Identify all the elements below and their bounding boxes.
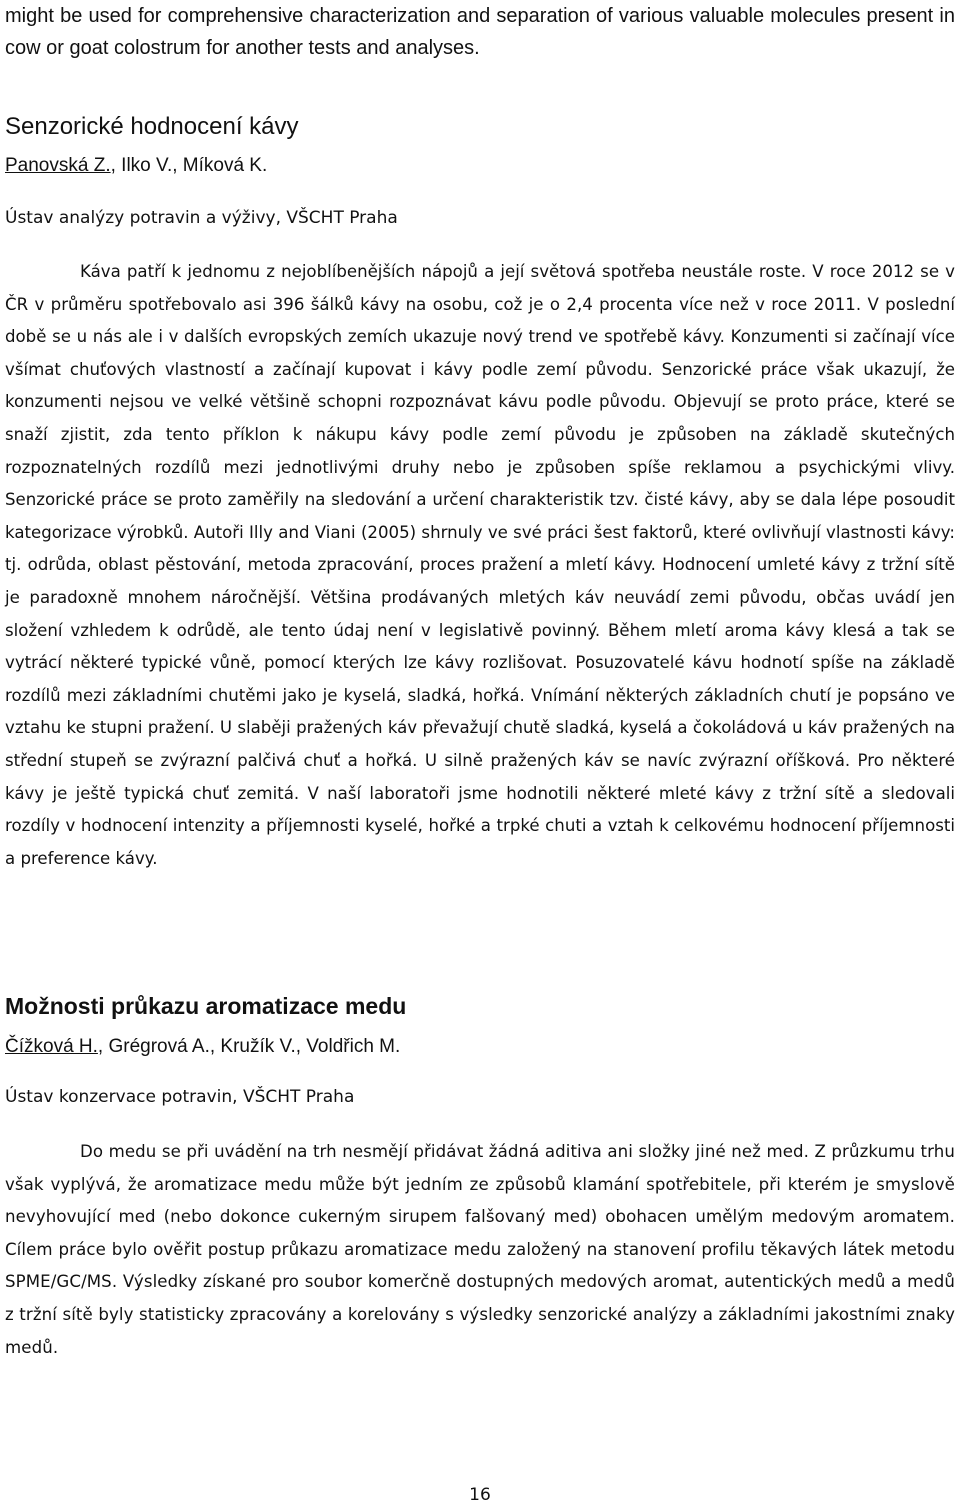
intro-paragraph: might be used for comprehensive characterization and separation of various valuable molecules present in cow or goat colostrum for another tests and analyses.: [5, 5, 955, 59]
affiliation-coffee: Ústav analýzy potravin a výživy, VŠCHT Praha: [5, 208, 398, 228]
section-title-honey: Možnosti průkazu aromatizace medu: [5, 993, 407, 1019]
affiliation-honey: Ústav konzervace potravin, VŠCHT Praha: [5, 1087, 355, 1107]
lead-author: Panovská Z.: [5, 155, 111, 176]
lead-author: Čížková H.: [5, 1036, 98, 1057]
co-authors: , Grégrová A., Kružík V., Voldřich M.: [97, 1036, 401, 1057]
page-number: 16: [469, 1485, 491, 1505]
section-title-coffee: Senzorické hodnocení kávy: [5, 113, 299, 140]
abstract-coffee: Káva patří k jednomu z nejoblíbenějších nápojů a její světová spotřeba neustále roste. V roce 2012 se v ČR v průměru spotřebovalo asi 396 šálků kávy na osobu, což je o 2,4 procenta více než v roce 2011. V poslední době se u nás ale i v dalších evropských zemích ukazuje nový trend ve spotřebě kávy. Konzumenti si začínají více všímat chuťových vlastností a začínají kupovat i kávy podle zemí původu. Senzorické práce však ukazují, že konzumenti nejsou ve velké většině schopni rozpoznávat kávu podle původu. Objevují se proto práce, které se snaží zjistit, zda tento příklon k nákupu kávy podle zemí původu je způsoben na základě skutečných rozpoznatelných rozdílů mezi jednotlivými druhy nebo je způsoben spíše reklamou a psychickými vlivy. Senzorické práce se proto zaměřily na sledování a určení charakteristik tzv. čisté kávy, aby se dala lépe posoudit kategorizace výrobků. Autoři Illy and Viani (2005) shrnuly ve své práci šest faktorů, které ovlivňují vlastnosti kávy: tj. odrůda, oblast pěstování, metoda zpracování, proces pražení a mletí kávy. Hodnocení umleté kávy z tržní sítě je paradoxně mnohem náročnější. Většina prodávaných mletých káv neuvádí zemi původu, občas uvádí jen složení vzhledem k odrůdě, ale tento údaj není v legislativě povinný. Během mletí aroma kávy klesá a tak se vytrácí některé typické vůně, pomocí kterých lze kávy rozlišovat. Posuzovatelé kávu hodnotí spíše na základě rozdílů mezi základními chutěmi jako je kyselá, sladká, hořká. Vnímání některých základních chutí je popsáno ve vztahu ke stupni pražení. U slaběji pražených káv převažují chutě sladká, kyselá a čokoládová u káv pražených na střední stupeň se zvýrazní palčivá chuť a hořká. U silně pražených káv se navíc zvýrazní oříšková. Pro některé kávy je ještě typická chuť zemitá. V naší laboratoři jsme hodnotili některé mleté kávy z tržní sítě a sledovali rozdíly v hodnocení intenzity a příjemnosti kyselé, hořké a trpké chuti a vztah k celkovému hodnocení příjemnosti a preference kávy.: [5, 262, 955, 868]
author-list-coffee: [5, 155, 267, 177]
author-list-honey: [5, 1036, 400, 1058]
co-authors: , Ilko V., Míková K.: [110, 155, 268, 176]
abstract-honey: Do medu se při uvádění na trh nesmějí přidávat žádná aditiva ani složky jiné než med. Z průzkumu trhu však vyplývá, že aromatizace medu může být jedním ze způsobů klamání spotřebitele, při kterém je smyslově nevyhovující med (nebo dokonce cukerným sirupem falšovaný med) obohacen umělým medovým aromatem. Cílem práce bylo ověřit postup průkazu aromatizace medu založený na stanovení profilu těkavých látek metodu SPME/GC/MS. Výsledky získané pro soubor komerčně dostupných medových aromat, autentických medů a medů z tržní sítě byly statisticky zpracovány a korelovány s výsledky senzorické analýzy a základními jakostními znaky medů.: [5, 1142, 955, 1357]
